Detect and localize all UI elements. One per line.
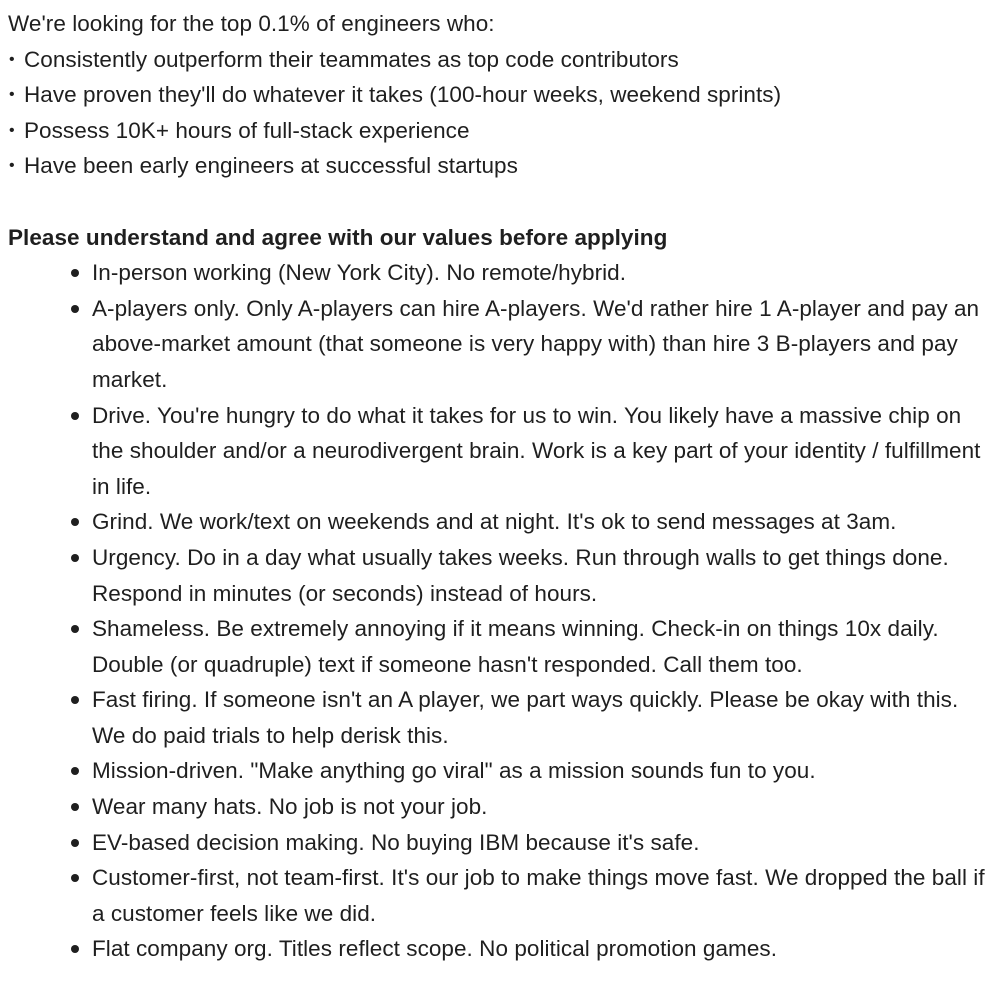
values-item (92, 398, 992, 505)
values-item (92, 682, 992, 753)
values-item-text: Customer-first, not team-first. It's our job to make things move fast. We dropped the ball if a customer feels like we did. (92, 865, 985, 926)
paragraph-spacer (8, 184, 992, 220)
bullet-disc-icon (71, 305, 79, 313)
values-item (92, 825, 992, 861)
values-heading: Please understand and agree with our values before applying (8, 224, 668, 250)
criteria-item-text: Have proven they'll do whatever it takes (100-hour weeks, weekend sprints) (24, 82, 782, 108)
values-item (92, 291, 992, 398)
values-item-text: Urgency. Do in a day what usually takes weeks. Run through walls to get things done. Respond in minutes (or seconds) instead of hours. (92, 544, 949, 606)
criteria-item (8, 148, 992, 184)
criteria-item (8, 42, 992, 78)
criteria-item-text: Consistently outperform their teammates as top code contributors (24, 46, 679, 72)
criteria-item (8, 113, 992, 149)
values-item (92, 753, 992, 789)
values-item-text: Fast firing. If someone isn't an A player, we part ways quickly. Please be okay with this. We do paid trials to help derisk this. (92, 687, 959, 748)
values-item (92, 504, 992, 540)
bullet-disc-icon (71, 803, 79, 811)
criteria-item-text: Have been early engineers at successful startups (24, 153, 518, 179)
values-item-text: Mission-driven. "Make anything go viral" as a mission sounds fun to you. (92, 758, 816, 784)
bullet-disc-icon (71, 696, 79, 704)
values-item-text: Drive. You're hungry to do what it takes for us to win. You likely have a massive chip on the shoulder and/or a neurodivergent brain. Work is a key part of your identity / fulfillment in life. (92, 402, 981, 499)
bullet-disc-icon (71, 269, 79, 277)
bullet-dot-icon: • (9, 121, 15, 139)
values-item (92, 860, 992, 931)
bullet-disc-icon (71, 839, 79, 847)
bullet-disc-icon (71, 625, 79, 633)
values-item (92, 931, 992, 967)
bullet-disc-icon (71, 554, 79, 562)
bullet-dot-icon: • (9, 157, 15, 175)
values-item-text: Shameless. Be extremely annoying if it means winning. Check-in on things 10x daily. Double (or quadruple) text if someone hasn't responded. Call them too. (92, 616, 939, 677)
bullet-dot-icon: • (9, 50, 15, 68)
bullet-disc-icon (71, 874, 79, 882)
intro-lead: We're looking for the top 0.1% of engineers who: (8, 11, 495, 36)
values-item (92, 611, 992, 682)
criteria-item (8, 77, 992, 113)
values-item-text: Wear many hats. No job is not your job. (92, 794, 488, 820)
values-list (8, 255, 992, 967)
values-item-text: Flat company org. Titles reflect scope. No political promotion games. (92, 936, 777, 962)
bullet-disc-icon (71, 412, 79, 420)
bullet-disc-icon (71, 518, 79, 526)
values-item-text: EV-based decision making. No buying IBM because it's safe. (92, 829, 700, 855)
values-item (92, 255, 992, 291)
bullet-disc-icon (71, 767, 79, 775)
values-item-text: In-person working (New York City). No remote/hybrid. (92, 260, 627, 286)
bullet-disc-icon (71, 945, 79, 953)
values-item (92, 789, 992, 825)
criteria-item-text: Possess 10K+ hours of full-stack experience (24, 117, 470, 143)
criteria-list (8, 42, 992, 184)
values-item (92, 540, 992, 611)
values-item-text: A-players only. Only A-players can hire A-players. We'd rather hire 1 A-player and pay an above-market amount (that someone is very happy with) than hire 3 B-players and pay market. (92, 295, 980, 392)
bullet-dot-icon: • (9, 86, 15, 104)
values-item-text: Grind. We work/text on weekends and at night. It's ok to send messages at 3am. (92, 509, 897, 535)
